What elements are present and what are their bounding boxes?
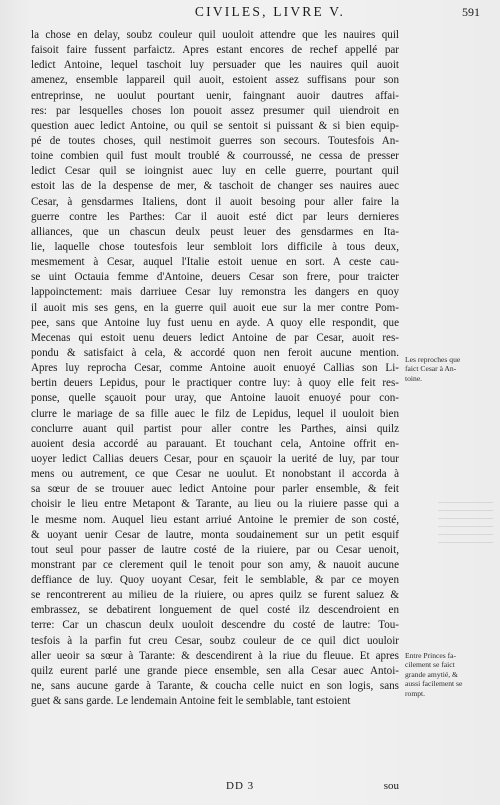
text-line: conclurre auant quil partist pour aller contre les Parthes, ainsi quilz bbox=[31, 422, 399, 435]
text-line: amenez, ensemble lappareil quil auoit, estoient assez suffisans pour son bbox=[31, 74, 399, 87]
margin-note-line: faict Cesar à An- bbox=[405, 364, 457, 374]
margin-note-line: cilement se faict bbox=[405, 660, 455, 670]
text-line: se uint Octauia femme d'Antoine, deuers Cesar son frere, pour traicter bbox=[31, 271, 399, 284]
text-line: clurre le mariage de sa fille auec le filz de Lepidus, lequel il uouloit bien bbox=[31, 407, 399, 420]
text-line: terre: Car un chascun deulx uouloit descendre du costé de lautre: Tou- bbox=[31, 619, 399, 632]
text-line: mesmement à Cesar, auquel l'Italie estoit uenue en sort. A ceste cau- bbox=[31, 256, 399, 269]
margin-note-reproches bbox=[405, 355, 495, 383]
text-line: uoyer ledict Callias deuers Cesar, pour en sçauoir la uerité de luy, par tour bbox=[31, 452, 399, 465]
text-line: entreprinse, ne uoulut pourtant uenir, faingnant auoir dautres affai- bbox=[31, 89, 399, 102]
text-line: guet & sans garde. Le lendemain Antoine feit le semblable, tant estoient bbox=[31, 695, 351, 708]
text-line: quilz eurent parlé une grande piece ensemble, sen alla Cesar auec Antoi- bbox=[31, 664, 399, 677]
margin-note-amytie bbox=[405, 651, 495, 698]
margin-note-line: grande amytié, & bbox=[405, 669, 458, 679]
text-line: choisir le lieu entre Metapont & Tarante, au lieu ou la riuiere passe qui a bbox=[31, 498, 399, 511]
text-line: ponse, quelle sçauoit pour uray, que Antoine lauoit enuoyé pour con- bbox=[31, 392, 399, 405]
text-line: question auec ledict Antoine, ou quil se sentoit si puissant & si bien equip- bbox=[31, 119, 399, 132]
text-line: & uoyant uenir Cesar de lautre, monta soudainement sur un petit esquif bbox=[31, 528, 399, 541]
text-line: il auoit mis ses gens, en la guerre quil auoit eue sur la mer contre Pom- bbox=[31, 301, 399, 314]
text-line: aller ueoir sa sœur à Tarante: & descendirent à la riue du fleuue. Et apres bbox=[31, 649, 399, 662]
signature-mark: DD 3 bbox=[226, 780, 255, 792]
text-line: faisoit faire fussent parfaictz. Apres estant encores de rechef appellé par bbox=[31, 44, 399, 57]
text-line: Apres luy reprocha Cesar, comme Antoine auoit enuoyé Callias son Li- bbox=[31, 362, 399, 375]
text-line: mens ou autrement, ce que Cesar ne uoulut. Et nonobstant il accorda à bbox=[31, 468, 399, 481]
text-line: pondu & satisfaict à cela, & accordé quon nen feroit aucune mention. bbox=[31, 346, 399, 359]
text-line: monstrant par ce clerement quil le tenoit pour son amy, & nauoit aucune bbox=[31, 558, 399, 571]
margin-note-line: Les reproches que bbox=[405, 355, 461, 364]
main-text-block bbox=[31, 28, 399, 709]
text-line: ledict Cesar quil se ioingnist auec luy en celle guerre, pourtant quil bbox=[31, 165, 399, 178]
running-head bbox=[20, 4, 482, 24]
text-line: se rencontrerent au milieu de la riuiere, ou apres quilz se furent saluez & bbox=[31, 589, 399, 602]
text-line: deffiance de luy. Quoy uoyant Cesar, feit le semblable, & par ce moyen bbox=[31, 574, 399, 587]
margin-note-line: rompt. bbox=[405, 688, 426, 698]
text-line: tout seul pour passer de lautre costé de la riuiere, par ou Cesar uenoit, bbox=[31, 543, 399, 556]
text-line: sa sœur de se trouuer auec ledict Antoine pour parler ensemble, & feit bbox=[31, 483, 399, 496]
text-line: le mesme nom. Auquel lieu estant arriué Antoine le premier de son costé, bbox=[31, 513, 399, 526]
text-line: Mecenas qui estoit uenu deuers ledict Antoine de par Cesar, auoit res- bbox=[31, 331, 399, 344]
text-line: res: par lesquelles choses lon pouoit assez presumer quil uiendroit en bbox=[31, 104, 399, 117]
text-line: estoit las de la despense de mer, & taschoit de changer ses nauires auec bbox=[31, 180, 399, 193]
text-line: pé de toutes choses, quil nestimoit guerres son secours. Toutesfois An- bbox=[31, 134, 399, 147]
text-line: toine combien quil fust moult troublé & courroussé, ne cessa de presser bbox=[31, 150, 399, 163]
footer-line bbox=[31, 780, 399, 795]
margin-note-line: aussi facilement se bbox=[405, 679, 463, 689]
text-line: auoient desia accordé au parauant. Et touchant cela, Antoine offrit en- bbox=[31, 437, 399, 450]
margin-note-line: toine. bbox=[405, 373, 423, 383]
text-line: ne, sans aucune garde à Tarante, & coucha celle nuict en son logis, sans bbox=[31, 680, 399, 693]
text-line: alliances, que un chascun deulx peust leuer des gensdarmes en Ita- bbox=[31, 225, 399, 238]
show-through-ghost-text bbox=[438, 502, 493, 548]
page-number: 591 bbox=[462, 5, 480, 19]
text-line: embrassez, se debatirent longuement de quel costé ilz descendroient en bbox=[31, 604, 399, 617]
text-line: tesfois à la parfin fut creu Cesar, soubz couleur de ce quil dict uouloir bbox=[31, 634, 399, 647]
margin-note-line: Entre Princes fa- bbox=[405, 651, 457, 660]
running-head-title: CIVILES, LIVRE V. bbox=[194, 4, 346, 19]
text-line: lappoinctement: mais darriuee Cesar luy remonstra les dangers en quoy bbox=[31, 286, 399, 299]
catchword: sou bbox=[383, 780, 399, 792]
text-line: pee, sans que Antoine luy fust uenu en ayde. A quoy elle respondit, que bbox=[31, 316, 399, 329]
text-line: lie, laquelle chose toutesfois leur sembloit lors difficile à tous deux, bbox=[31, 240, 399, 253]
text-line: Cesar, à gensdarmes Italiens, dont il auoit besoing pour aller faire la bbox=[31, 195, 399, 208]
text-line: guerre contre les Parthes: Car il auoit esté dict par leurs dernieres bbox=[31, 210, 399, 223]
text-line: la chose en delay, soubz couleur quil uouloit attendre que les nauires quil bbox=[31, 29, 399, 41]
text-line: bertin deuers Lepidus, pour le practiquer contre luy: à quoy elle feit res- bbox=[31, 377, 399, 390]
text-line: ledict Antoine, lequel taschoit luy persuader que les nauires quil auoit bbox=[31, 59, 399, 72]
